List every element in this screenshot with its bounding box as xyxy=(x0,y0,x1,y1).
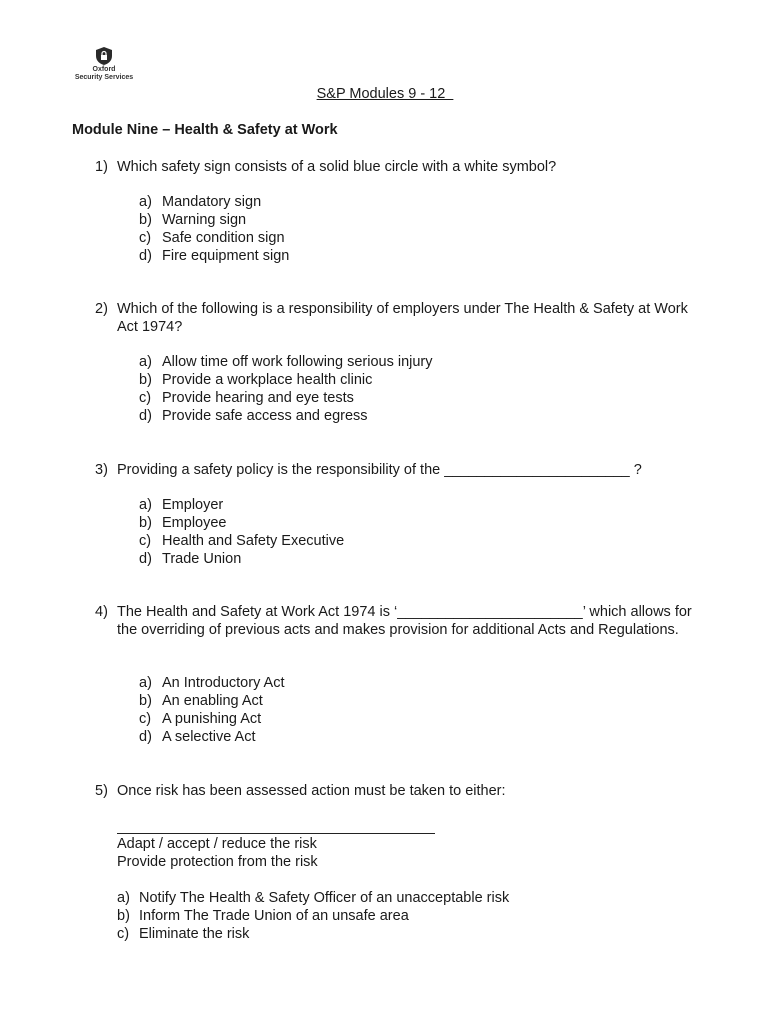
question-5 xyxy=(95,782,695,800)
logo-text-line2: Security Services xyxy=(74,74,134,81)
option-item xyxy=(139,674,285,692)
option-item xyxy=(117,889,509,907)
option-letter: b) xyxy=(139,515,152,531)
question-text: Which safety sign consists of a solid blue circle with a white symbol? xyxy=(117,159,557,175)
option-item xyxy=(139,728,285,746)
option-item xyxy=(139,229,289,247)
question-text: The Health and Safety at Work Act 1974 is ‘_______________________’ which allows for the overriding of previous acts and makes provision for additional Acts and Regulations. xyxy=(117,604,692,638)
option-text: Provide hearing and eye tests xyxy=(162,390,354,406)
option-item xyxy=(139,550,344,568)
options-list-3 xyxy=(139,496,344,568)
option-text: An enabling Act xyxy=(162,693,263,709)
choice-item: Provide protection from the risk xyxy=(117,854,318,870)
shield-lock-icon xyxy=(94,46,114,66)
company-logo xyxy=(70,46,138,82)
option-letter: a) xyxy=(117,890,130,906)
option-text: Safe condition sign xyxy=(162,230,285,246)
option-text: Fire equipment sign xyxy=(162,248,290,264)
option-item xyxy=(139,389,433,407)
question-number: 5) xyxy=(95,783,108,799)
options-list-5 xyxy=(117,889,509,943)
option-item xyxy=(139,247,289,265)
question-text: Once risk has been assessed action must be taken to either: xyxy=(117,783,506,799)
options-list-2 xyxy=(139,353,433,425)
option-item xyxy=(139,496,344,514)
option-text: Provide safe access and egress xyxy=(162,408,368,424)
option-item xyxy=(139,193,289,211)
answer-blank-line xyxy=(117,833,435,834)
option-letter: b) xyxy=(117,908,130,924)
question-text: Which of the following is a responsibility of employers under The Health & Safety at Work Act 1974? xyxy=(117,301,688,335)
option-letter: b) xyxy=(139,693,152,709)
option-item xyxy=(139,710,285,728)
option-text: Employer xyxy=(162,497,224,513)
option-text: Trade Union xyxy=(162,551,242,567)
option-letter: a) xyxy=(139,194,152,210)
option-text: A punishing Act xyxy=(162,711,262,727)
option-letter: d) xyxy=(139,408,152,424)
option-letter: b) xyxy=(139,212,152,228)
option-item xyxy=(139,407,433,425)
option-letter: c) xyxy=(139,533,152,549)
choices-list xyxy=(117,835,318,871)
option-letter: b) xyxy=(139,372,152,388)
question-1 xyxy=(95,158,695,176)
option-letter: c) xyxy=(117,926,130,942)
option-text: An Introductory Act xyxy=(162,675,285,691)
option-item xyxy=(139,371,433,389)
option-text: Inform The Trade Union of an unsafe area xyxy=(139,908,409,924)
module-heading: Module Nine – Health & Safety at Work xyxy=(72,122,338,138)
question-4 xyxy=(95,603,695,639)
option-item xyxy=(139,692,285,710)
option-text: Employee xyxy=(162,515,227,531)
option-item xyxy=(117,925,509,943)
option-text: Warning sign xyxy=(162,212,247,228)
option-text: Mandatory sign xyxy=(162,194,262,210)
options-list-1 xyxy=(139,193,289,265)
options-list-4 xyxy=(139,674,285,746)
option-letter: a) xyxy=(139,354,152,370)
option-letter: d) xyxy=(139,729,152,745)
option-item xyxy=(139,514,344,532)
option-letter: c) xyxy=(139,711,152,727)
option-text: Notify The Health & Safety Officer of an unacceptable risk xyxy=(139,890,510,906)
question-number: 3) xyxy=(95,462,108,478)
option-text: Allow time off work following serious injury xyxy=(162,354,433,370)
option-letter: c) xyxy=(139,230,152,246)
option-text: Eliminate the risk xyxy=(139,926,250,942)
question-number: 2) xyxy=(95,301,108,317)
option-letter: c) xyxy=(139,390,152,406)
logo-text-line1: Oxford xyxy=(92,66,116,73)
option-item xyxy=(139,211,289,229)
option-item xyxy=(139,532,344,550)
question-text: Providing a safety policy is the responsibility of the _______________________ ? xyxy=(117,462,642,478)
question-2 xyxy=(95,300,695,336)
option-letter: a) xyxy=(139,675,152,691)
option-text: Health and Safety Executive xyxy=(162,533,345,549)
option-item xyxy=(139,353,433,371)
option-text: A selective Act xyxy=(162,729,256,745)
question-number: 1) xyxy=(95,159,108,175)
option-letter: d) xyxy=(139,551,152,567)
document-title: S&P Modules 9 - 12 xyxy=(316,86,454,102)
choice-item: Adapt / accept / reduce the risk xyxy=(117,836,317,852)
option-letter: a) xyxy=(139,497,152,513)
option-item xyxy=(117,907,509,925)
option-text: Provide a workplace health clinic xyxy=(162,372,373,388)
question-3 xyxy=(95,461,695,479)
question-number: 4) xyxy=(95,604,108,620)
option-letter: d) xyxy=(139,248,152,264)
